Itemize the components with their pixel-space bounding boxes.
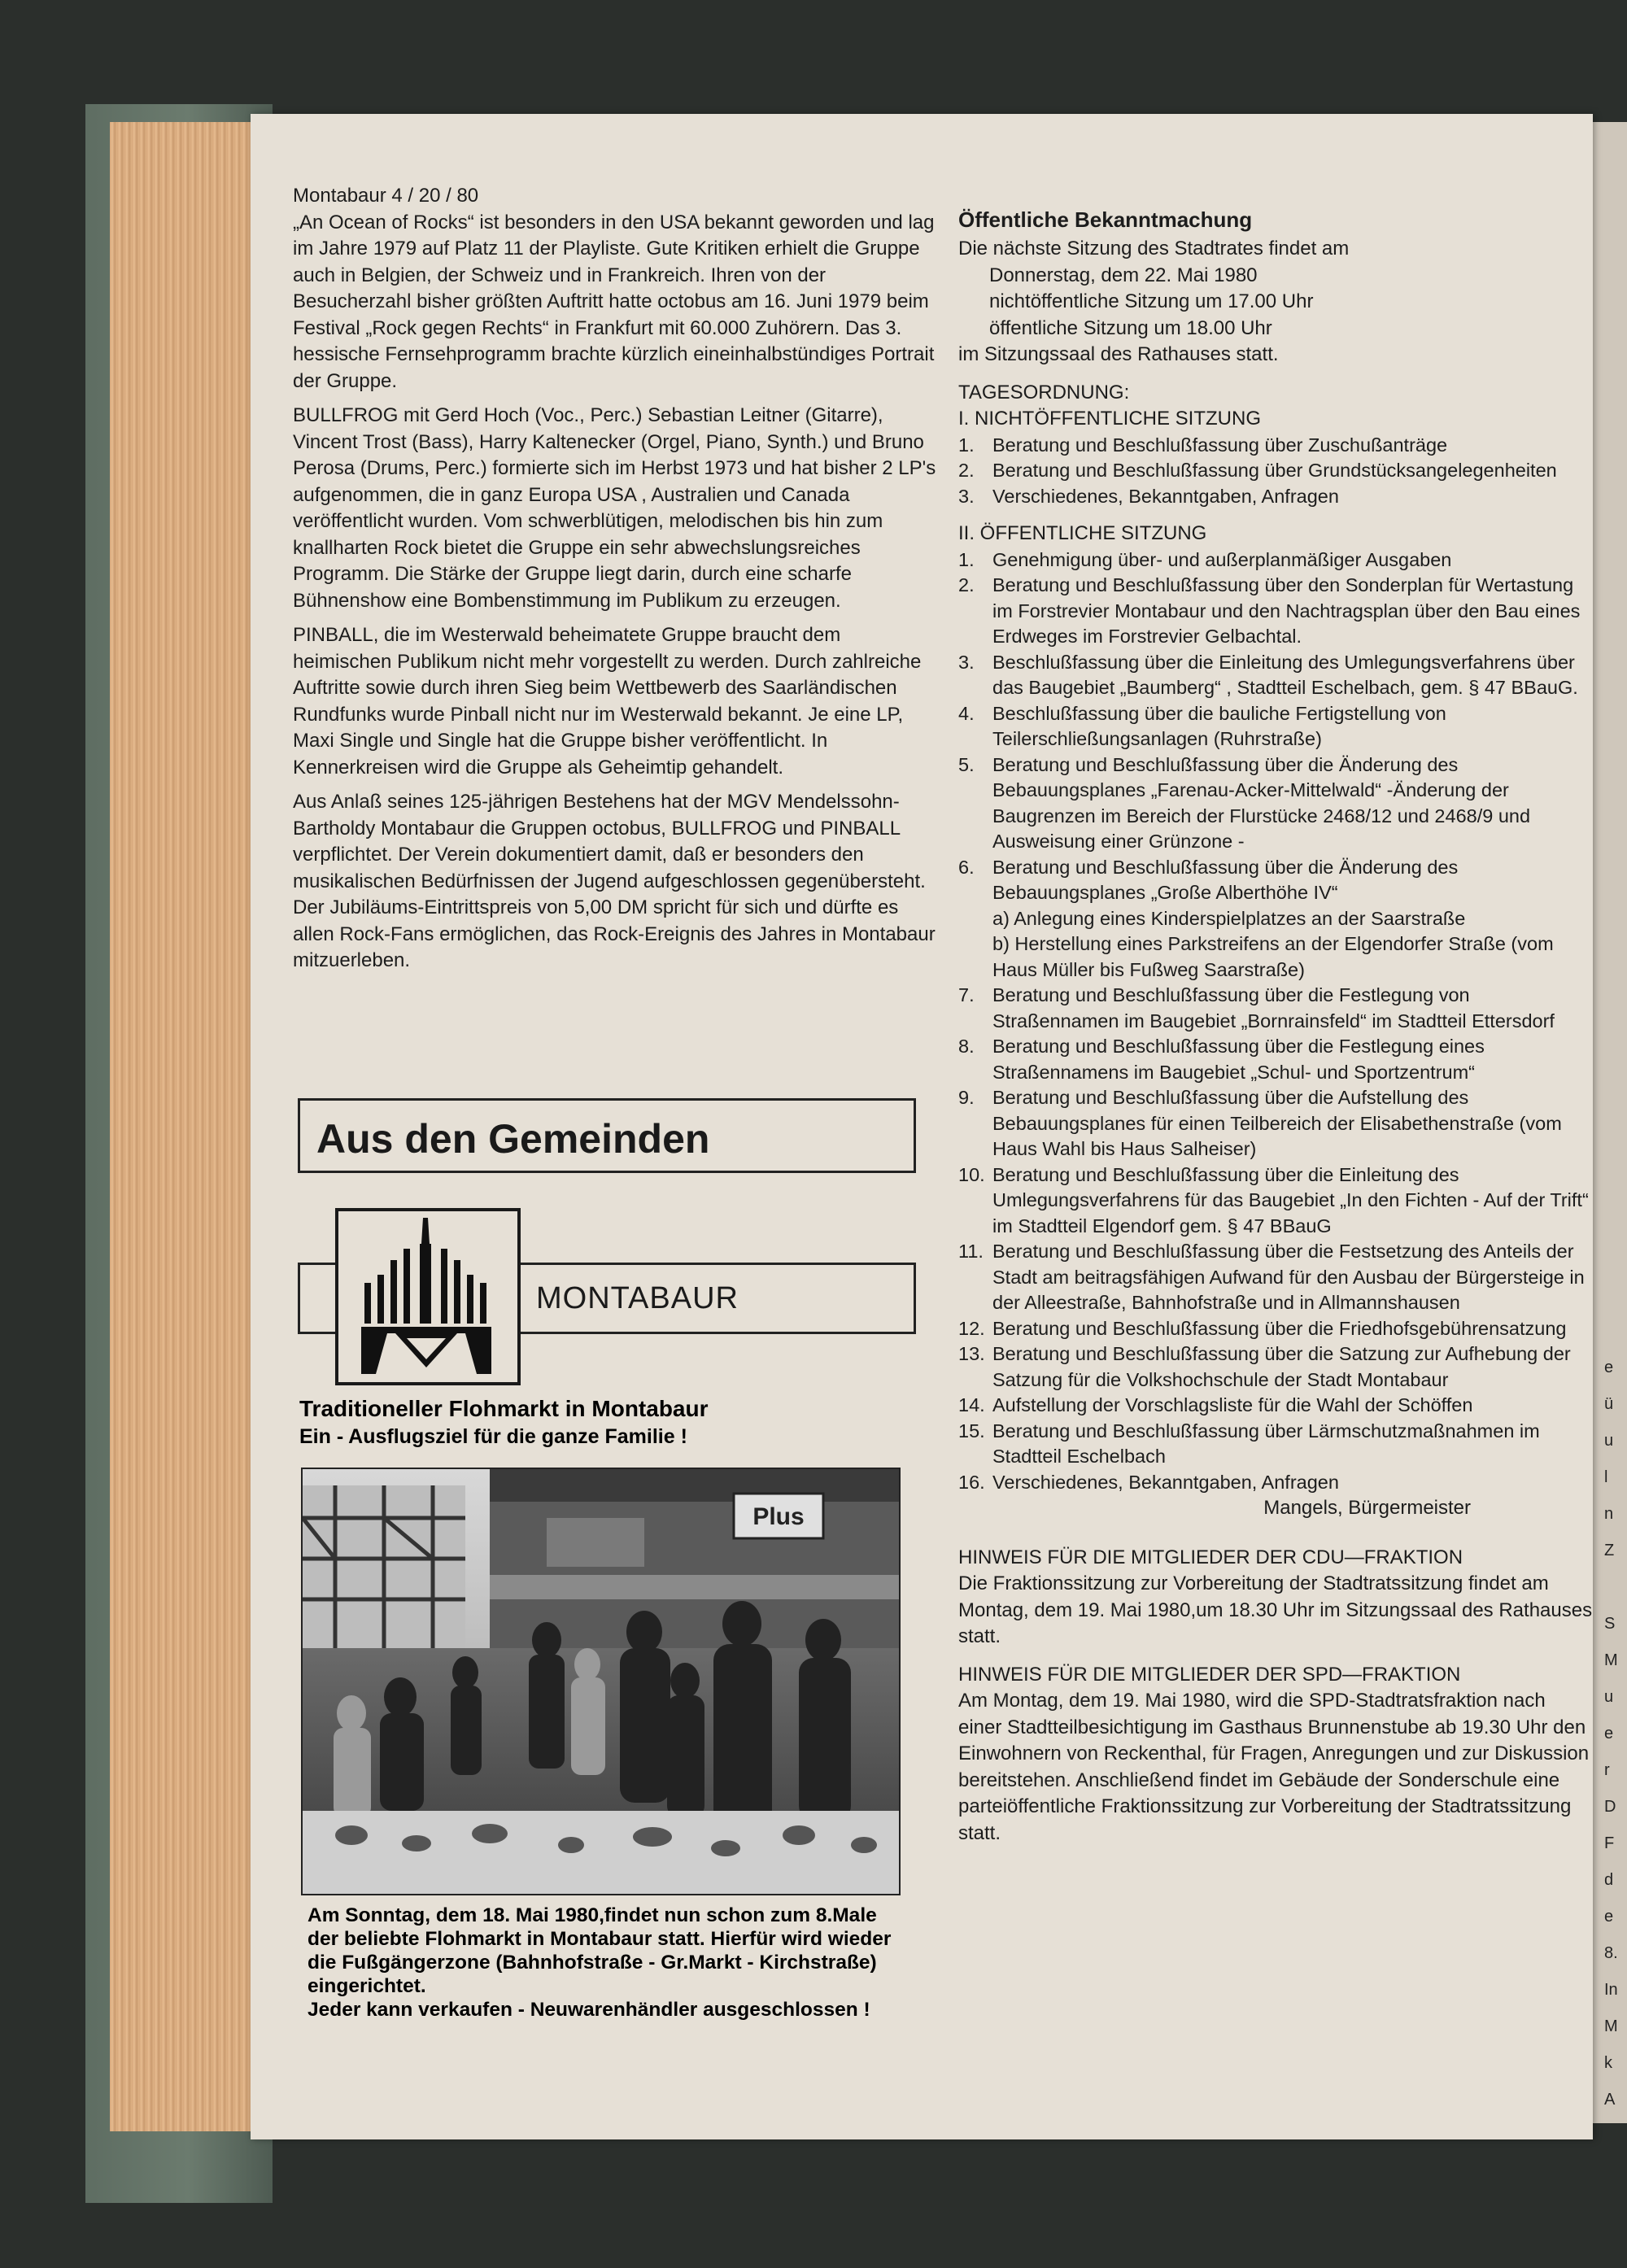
- neighbor-page-fragment: Z: [1604, 1542, 1615, 1559]
- notice-intro: Die nächste Sitzung des Stadtrates findet am: [958, 238, 1350, 260]
- agenda-item: [958, 1393, 1593, 1419]
- agenda-item-number: 1.: [958, 434, 975, 456]
- neighbor-page-fragment: u: [1604, 1432, 1614, 1450]
- agenda-subitem: a) Anlegung eines Kinderspielplatzes an der Saarstraße: [992, 907, 1466, 929]
- notice-date: Donnerstag, dem 22. Mai 1980: [989, 264, 1258, 286]
- left-column: [293, 183, 944, 983]
- agenda-item-text: Beschlußfassung über die Einleitung des Umlegungsverfahrens über das Baugebiet „Baumberg“ , Stadtteil Eschelbach, gem. § 47 BBauG.: [992, 651, 1578, 698]
- caption-line: Jeder kann verkaufen - Neuwarenhändler ausgeschlossen !: [308, 1999, 870, 2021]
- agenda-item-text: Verschiedenes, Bekanntgaben, Anfragen: [992, 485, 1339, 507]
- neighbor-page-fragment: M: [1604, 2017, 1618, 2035]
- caption-line: eingerichtet.: [308, 1975, 426, 1997]
- agenda-item-number: 16.: [958, 1471, 985, 1493]
- agenda-item-number: 3.: [958, 485, 975, 507]
- agenda-item: [958, 547, 1593, 574]
- article-paragraph: „An Ocean of Rocks“ ist besonders in den USA bekannt geworden und lag im Jahre 1979 auf Platz 11 der Playliste. Gute Kritiken erhielt die Gruppe auch in Belgien, der Schweiz und in Frankreich. Ihren von der Besucherzahl bisher größten Auftritt hatte octobus am 16. Juni 1979 beim Festival „Rock gegen Rechts“ in Frankfurt mit 60.000 Zuhörern. Das 3. hessische Fernsehprogramm brachte kürzlich eineinhalbstündiges Portrait der Gruppe.: [293, 211, 935, 392]
- agenda-item-number: 10.: [958, 1163, 985, 1185]
- section-heading: Aus den Gemeinden: [316, 1116, 710, 1162]
- agenda-item-text: Genehmigung über- und außerplanmäßiger Ausgaben: [992, 548, 1452, 570]
- agenda-item: [958, 1034, 1593, 1085]
- notice-nonpublic-time: nichtöffentliche Sitzung um 17.00 Uhr: [989, 290, 1314, 312]
- article-subtitle: Ein - Ausflugsziel für die ganze Familie !: [299, 1425, 687, 1448]
- agenda-item-text: Beratung und Beschlußfassung über die Aufstellung des Bebauungsplanes für einen Teilbereich der Elisabethenstraße (vom Haus Wahl bis Haus Salheiser): [992, 1087, 1562, 1159]
- mayor-signature: Mangels, Bürgermeister: [1263, 1497, 1471, 1519]
- agenda-item-number: 11.: [958, 1241, 984, 1262]
- agenda-item: [958, 1419, 1593, 1470]
- agenda-item-text: Beratung und Beschlußfassung über die Festlegung eines Straßennamens im Baugebiet „Schul- und Sportzentrum“: [992, 1036, 1485, 1083]
- right-column: [958, 207, 1593, 1847]
- page-edges: [110, 122, 260, 2131]
- agenda-item-number: 14.: [958, 1394, 985, 1415]
- agenda-item: [958, 1316, 1593, 1342]
- agenda-item-number: 12.: [958, 1317, 985, 1339]
- shop-sign: Plus: [752, 1503, 805, 1530]
- spd-notice-heading: HINWEIS FÜR DIE MITGLIEDER DER SPD—FRAKTION: [958, 1663, 1461, 1686]
- neighbor-page-fragment: F: [1604, 1834, 1615, 1852]
- agenda-item-text: Beratung und Beschlußfassung über Lärmschutzmaßnahmen im Stadtteil Eschelbach: [992, 1420, 1540, 1467]
- agenda-item-number: 6.: [958, 856, 975, 878]
- agenda-subitem: b) Herstellung eines Parkstreifens an der Elgendorfer Straße (vom Haus Müller bis Fußweg Saarstraße): [992, 933, 1554, 980]
- agenda-item-text: Beratung und Beschlußfassung über Zuschußanträge: [992, 434, 1448, 456]
- agenda-item-text: Beratung und Beschlußfassung über die Einleitung des Umlegungsverfahrens für das Baugebiet „In den Fichten - Auf der Trift“ im Stadtteil Elgendorf gem. § 47 BBauG: [992, 1163, 1589, 1236]
- neighbor-page-fragment: e: [1604, 1359, 1614, 1376]
- agenda-item-number: 4.: [958, 702, 975, 724]
- cdu-notice-heading: HINWEIS FÜR DIE MITGLIEDER DER CDU—FRAKTION: [958, 1546, 1463, 1568]
- agenda-item: [958, 650, 1593, 701]
- flohmarkt-article-header: [299, 1396, 918, 1449]
- neighbor-page-fragment: e: [1604, 1725, 1614, 1742]
- agenda-item-text: Beratung und Beschlußfassung über die Festsetzung des Anteils der Stadt am beitragsfähigen Aufwand für den Ausbau der Bürgersteige in der Alleestraße, Bahnhofstraße und in Allmannshausen: [992, 1241, 1585, 1313]
- agenda-item: [958, 1470, 1593, 1496]
- agenda-part2-heading: II. ÖFFENTLICHE SITZUNG: [958, 522, 1207, 544]
- agenda-item-text: Verschiedenes, Bekanntgaben, Anfragen: [992, 1471, 1339, 1493]
- neighbor-page-fragment: k: [1604, 2054, 1612, 2072]
- neighbor-page-fragment: ü: [1604, 1395, 1614, 1413]
- neighbor-page-fragment: n: [1604, 1505, 1614, 1523]
- agenda-item: [958, 1085, 1593, 1162]
- agenda-item-text: Beratung und Beschlußfassung über die Friedhofsgebührensatzung: [992, 1317, 1567, 1339]
- neighbor-page-fragment: In: [1604, 1981, 1618, 1999]
- agenda-item: [958, 701, 1593, 752]
- neighbor-page-fragment: u: [1604, 1688, 1614, 1706]
- neighbor-page-fragment: l: [1604, 1468, 1608, 1486]
- agenda-item-text: Beratung und Beschlußfassung über den Sonderplan für Wertastung im Forstrevier Montabaur und den Nachtragsplan über den Bau eines Erdweges im Forstrevier Gelbachtal.: [992, 574, 1581, 647]
- agenda-item: [958, 983, 1593, 1034]
- agenda-item-text: Beratung und Beschlußfassung über Grundstücksangelegenheiten: [992, 460, 1557, 481]
- agenda-item: [958, 1162, 1593, 1240]
- neighbor-page: [1593, 122, 1627, 2123]
- agenda-item: [958, 433, 1593, 459]
- agenda-item: [958, 1341, 1593, 1393]
- agenda-item-number: 3.: [958, 651, 975, 673]
- montabaur-town-logo-icon: [335, 1208, 521, 1385]
- neighbor-page-fragment: M: [1604, 1651, 1618, 1669]
- photo-caption: [308, 1904, 926, 2022]
- cdu-notice-text: Die Fraktionssitzung zur Vorbereitung der Stadtratssitzung findet am Montag, dem 19. Mai 1980,um 18.30 Uhr im Sitzungssaal des Rathauses statt.: [958, 1572, 1593, 1647]
- spd-notice-text: Am Montag, dem 19. Mai 1980, wird die SPD-Stadtratsfraktion nach einer Stadtteilbesichtigung im Gasthaus Brunnenstube ab 19.30 Uhr den Einwohnern von Reckenthal, für Fragen, Anregungen und zur Diskussion bereitstehen. Anschließend findet im Gebäude der Sonderschule eine parteiöffentliche Fraktionssitzung zur Vorbereitung der Stadtratssitzung statt.: [958, 1690, 1590, 1844]
- notice-location: im Sitzungssaal des Rathauses statt.: [958, 343, 1279, 365]
- agenda-item-number: 8.: [958, 1036, 975, 1057]
- neighbor-page-fragment: D: [1604, 1798, 1616, 1816]
- agenda-item-number: 2.: [958, 574, 975, 595]
- agenda-item: [958, 458, 1593, 484]
- neighbor-page-fragment: S: [1604, 1615, 1616, 1633]
- agenda-item: [958, 752, 1593, 855]
- agenda-item-text: Beratung und Beschlußfassung über die Änderung des Bebauungsplanes „Farenau-Acker-Mittelwald“ -Änderung der Baugrenzen im Bereich der Flurstücke 2468/12 und 2468/9 und Ausweisung einer Grünzone -: [992, 753, 1531, 852]
- agenda-heading: TAGESORDNUNG:: [958, 381, 1130, 403]
- agenda-item-number: 7.: [958, 984, 975, 1005]
- article-title: Traditioneller Flohmarkt in Montabaur: [299, 1396, 709, 1421]
- agenda-item-text: Beratung und Beschlußfassung über die Festlegung von Straßennamen im Baugebiet „Bornrainsfeld“ im Stadtteil Ettersdorf: [992, 984, 1555, 1032]
- neighbor-page-fragment: 8.: [1604, 1944, 1618, 1962]
- agenda-item: [958, 573, 1593, 650]
- town-name: MONTABAUR: [536, 1281, 739, 1315]
- agenda-part1-heading: I. NICHTÖFFENTLICHE SITZUNG: [958, 408, 1261, 430]
- agenda-item: [958, 484, 1593, 510]
- agenda-item: [958, 1239, 1593, 1316]
- agenda-item-number: 15.: [958, 1420, 985, 1441]
- caption-line: die Fußgängerzone (Bahnhofstraße - Gr.Markt - Kirchstraße): [308, 1952, 877, 1974]
- agenda-item-text: Beschlußfassung über die bauliche Fertigstellung von Teilerschließungsanlagen (Ruhrstraße): [992, 702, 1446, 749]
- agenda-part1-list: [958, 433, 1593, 510]
- neighbor-page-fragment: e: [1604, 1908, 1614, 1926]
- agenda-item-number: 2.: [958, 460, 975, 481]
- dateline: Montabaur 4 / 20 / 80: [293, 185, 479, 207]
- neighbor-page-fragment: A: [1604, 2091, 1616, 2109]
- caption-line: Am Sonntag, dem 18. Mai 1980,findet nun schon zum 8.Male: [308, 1904, 877, 1926]
- agenda-item-number: 1.: [958, 548, 975, 570]
- caption-line: der beliebte Flohmarkt in Montabaur statt. Hierfür wird wieder: [308, 1928, 892, 1950]
- notice-title: Öffentliche Bekanntmachung: [958, 207, 1253, 232]
- article-paragraph: Aus Anlaß seines 125-jährigen Bestehens hat der MGV Mendelssohn-Bartholdy Montabaur die Gruppen octobus, BULLFROG und PINBALL verpflichtet. Der Verein dokumentiert damit, daß er besonders den musikalischen Bedürfnissen der Jugend aufgeschlossen gegenübersteht. Der Jubiläums-Eintrittspreis von 5,00 DM spricht für sich und dürfte es allen Rock-Fans ermöglichen, das Rock-Ereignis des Jahres in Montabaur mitzuerleben.: [293, 791, 936, 971]
- neighbor-page-fragment: r: [1604, 1761, 1610, 1779]
- flea-market-crowd-photo: [301, 1468, 901, 1895]
- agenda-item-text: Aufstellung der Vorschlagsliste für die Wahl der Schöffen: [992, 1394, 1473, 1415]
- neighbor-page-fragment: d: [1604, 1871, 1614, 1889]
- article-paragraph: BULLFROG mit Gerd Hoch (Voc., Perc.) Sebastian Leitner (Gitarre), Vincent Trost (Bass), Harry Kaltenecker (Orgel, Piano, Synth.) und Bruno Perosa (Drums, Perc.) formierte sich im Herbst 1973 und hat bisher 2 LP's aufgenommen, die in ganz Europa USA , Australien und Canada veröffentlicht wurden. Vom schwerblütigen, melodischen bis hin zum knallharten Rock bietet die Gruppe ein sehr abwechslungsreiches Programm. Die Stärke der Gruppe liegt darin, durch eine scharfe Bühnenshow eine Bombenstimmung im Publikum zu erzeugen.: [293, 404, 936, 612]
- agenda-item-number: 13.: [958, 1343, 985, 1364]
- agenda-item-number: 5.: [958, 753, 975, 775]
- notice-public-time: öffentliche Sitzung um 18.00 Uhr: [989, 316, 1272, 339]
- article-paragraph: PINBALL, die im Westerwald beheimatete Gruppe braucht dem heimischen Publikum nicht mehr vorgestellt zu werden. Durch zahlreiche Auftritte sowie durch ihren Sieg beim Wettbewerb des Saarländischen Rundfunks wurde Pinball nicht nur im Westerwald bekannt. Je eine LP, Maxi Single und Single hat die Gruppe bisher veröffentlicht. In Kennerkreisen wird die Gruppe als Geheimtip gehandelt.: [293, 624, 922, 779]
- section-heading-box: [298, 1098, 916, 1173]
- agenda-item: [958, 855, 1593, 984]
- agenda-part2-list: [958, 547, 1593, 1496]
- agenda-item-number: 9.: [958, 1087, 975, 1108]
- agenda-item-text: Beratung und Beschlußfassung über die Satzung zur Aufhebung der Satzung für die Volkshochschule der Stadt Montabaur: [992, 1343, 1571, 1390]
- agenda-item-text: Beratung und Beschlußfassung über die Änderung des Bebauungsplanes „Große Alberthöhe IV“: [992, 856, 1459, 903]
